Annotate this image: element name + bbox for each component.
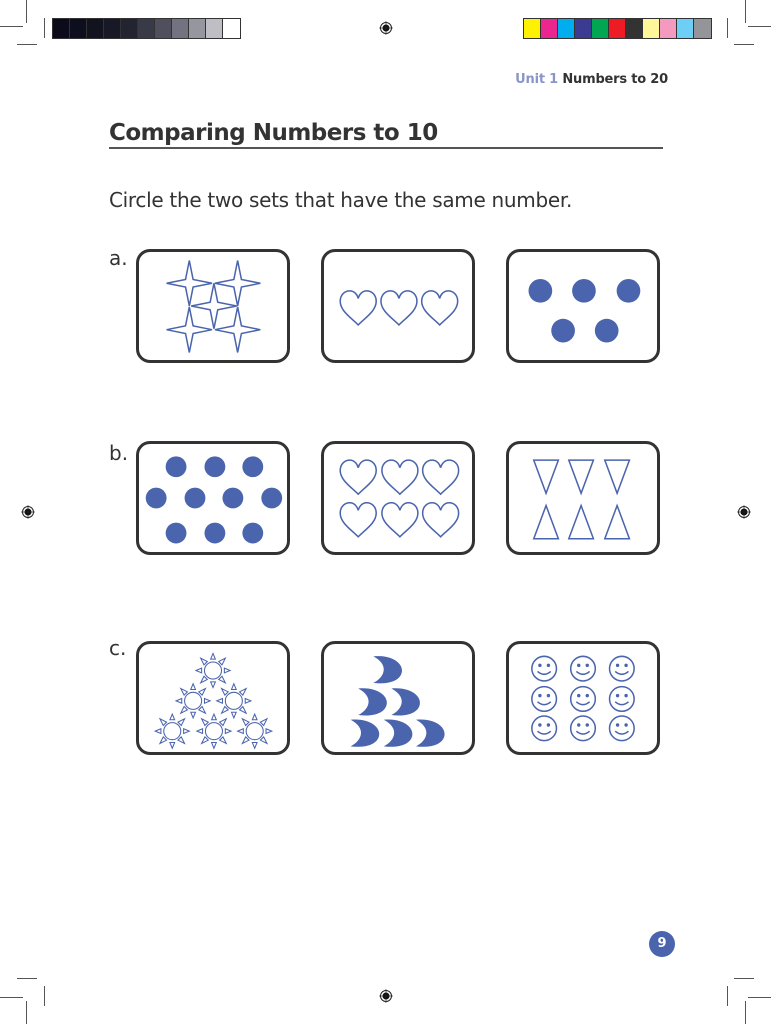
- calibration-swatch: [575, 19, 592, 38]
- calibration-swatch: [172, 19, 189, 38]
- triangle-icon: [509, 444, 657, 552]
- calibration-swatch: [206, 19, 223, 38]
- crop-mark: [44, 986, 45, 1006]
- instruction-text: Circle the two sets that have the same number.: [109, 188, 573, 212]
- calibration-swatch: [677, 19, 694, 38]
- sun-icon: [139, 644, 287, 752]
- filled-circle-icon: [139, 444, 287, 552]
- calibration-swatch: [541, 19, 558, 38]
- crop-mark: [745, 1001, 746, 1024]
- calibration-swatch: [558, 19, 575, 38]
- registration-mark-icon: [379, 989, 393, 1003]
- title-underline: [109, 147, 663, 149]
- calibration-swatch: [104, 19, 121, 38]
- filled-circle-icon: [509, 252, 657, 360]
- calibration-swatch: [223, 19, 240, 38]
- calibration-swatch: [121, 19, 138, 38]
- set-b1-circles[interactable]: [136, 441, 290, 555]
- smiley-face-icon: [509, 644, 657, 752]
- crop-mark: [734, 978, 754, 979]
- calibration-swatch: [53, 19, 70, 38]
- calibration-swatch: [643, 19, 660, 38]
- unit-title: Numbers to 20: [562, 72, 668, 87]
- set-c1-suns[interactable]: [136, 641, 290, 755]
- crop-mark: [727, 18, 728, 38]
- page-title: Comparing Numbers to 10: [109, 120, 438, 146]
- color-calibration-bar: [523, 18, 712, 39]
- crop-mark: [26, 1001, 27, 1024]
- crop-mark: [17, 978, 37, 979]
- crop-mark: [727, 986, 728, 1006]
- set-a2-hearts[interactable]: [321, 249, 475, 363]
- set-b2-hearts[interactable]: [321, 441, 475, 555]
- unit-header: [515, 72, 668, 87]
- crop-mark: [44, 18, 45, 38]
- grayscale-calibration-bar: [52, 18, 241, 39]
- exercise-label-c: c.: [109, 636, 127, 660]
- exercise-label-a: a.: [109, 246, 128, 270]
- calibration-swatch: [660, 19, 677, 38]
- crop-mark: [745, 0, 746, 23]
- heart-icon: [324, 252, 472, 360]
- set-a3-circles[interactable]: [506, 249, 660, 363]
- calibration-swatch: [189, 19, 206, 38]
- calibration-swatch: [138, 19, 155, 38]
- set-b3-triangles[interactable]: [506, 441, 660, 555]
- crop-mark: [748, 997, 771, 998]
- registration-mark-icon: [379, 21, 393, 35]
- unit-label: Unit 1: [515, 72, 559, 87]
- set-a1-stars[interactable]: [136, 249, 290, 363]
- registration-mark-icon: [737, 505, 751, 519]
- calibration-swatch: [592, 19, 609, 38]
- registration-mark-icon: [21, 505, 35, 519]
- calibration-swatch: [609, 19, 626, 38]
- exercise-label-b: b.: [109, 441, 129, 465]
- crop-mark: [0, 26, 23, 27]
- crescent-moon-icon: [324, 644, 472, 752]
- calibration-swatch: [626, 19, 643, 38]
- crop-mark: [17, 44, 37, 45]
- heart-icon: [324, 444, 472, 552]
- page-number-badge: 9: [649, 931, 675, 957]
- crop-mark: [748, 26, 771, 27]
- calibration-swatch: [694, 19, 711, 38]
- calibration-swatch: [87, 19, 104, 38]
- set-c3-smileys[interactable]: [506, 641, 660, 755]
- crop-mark: [26, 0, 27, 23]
- crop-mark: [734, 44, 754, 45]
- crop-mark: [0, 997, 23, 998]
- calibration-swatch: [70, 19, 87, 38]
- four-point-star-icon: [139, 252, 287, 360]
- set-c2-moons[interactable]: [321, 641, 475, 755]
- calibration-swatch: [155, 19, 172, 38]
- calibration-swatch: [524, 19, 541, 38]
